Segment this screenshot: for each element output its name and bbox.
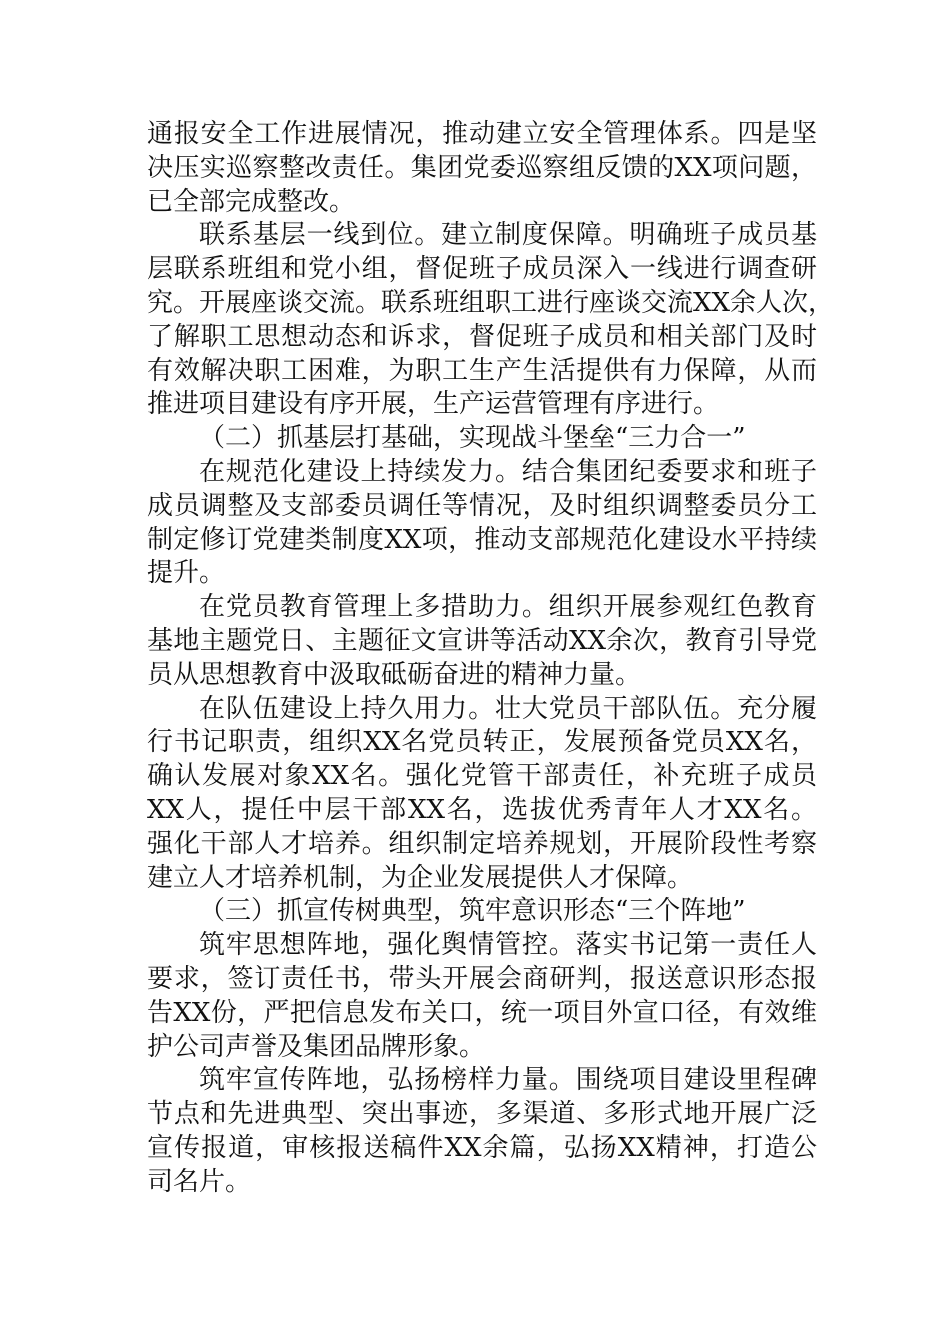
text-line: 有效解决职工困难，为职工生产生活提供有力保障，从而 bbox=[147, 355, 817, 386]
paragraph-first-line: 在党员教育管理上多措助力。组织开展参观红色教育 bbox=[199, 592, 817, 623]
section-heading: （二）抓基层打基础，实现战斗堡垒“三力合一” bbox=[199, 423, 746, 454]
text-line: 通报安全工作进展情况，推动建立安全管理体系。四是坚 bbox=[147, 119, 817, 149]
text-line: 员从思想教育中汲取砥砺奋进的精神力量。 bbox=[147, 659, 642, 690]
text-line: 行书记职责，组织XX名党员转正，发展预备党员XX名， bbox=[147, 727, 817, 758]
text-line: 基地主题党日、主题征文宣讲等活动XX余次，教育引导党 bbox=[147, 625, 817, 656]
text-line: 护公司声誉及集团品牌形象。 bbox=[147, 1031, 486, 1062]
text-line: 了解职工思想动态和诉求，督促班子成员和相关部门及时 bbox=[147, 321, 817, 352]
text-line: XX人，提任中层干部XX名，选拔优秀青年人才XX名。 bbox=[147, 794, 817, 825]
text-line: 成员调整及支部委员调任等情况，及时组织调整委员分工 bbox=[147, 490, 817, 521]
text-line: 提升。 bbox=[147, 558, 226, 589]
text-line: 决压实巡察整改责任。集团党委巡察组反馈的XX项问题， bbox=[147, 152, 817, 183]
text-line: 要求，签订责任书，带头开展会商研判，报送意识形态报 bbox=[147, 963, 817, 994]
text-line: 已全部完成整改。 bbox=[147, 186, 356, 217]
paragraph-first-line: 筑牢思想阵地，强化舆情管控。落实书记第一责任人 bbox=[199, 930, 817, 961]
paragraph-first-line: 筑牢宣传阵地，弘扬榜样力量。围绕项目建设里程碑 bbox=[199, 1065, 817, 1096]
text-line: 节点和先进典型、突出事迹，多渠道、多形式地开展广泛 bbox=[147, 1099, 817, 1130]
paragraph-first-line: 联系基层一线到位。建立制度保障。明确班子成员基 bbox=[199, 220, 817, 251]
text-line: 层联系班组和党小组，督促班子成员深入一线进行调查研 bbox=[147, 254, 817, 285]
text-line: 司名片。 bbox=[147, 1166, 252, 1197]
text-line: 宣传报道，审核报送稿件XX余篇，弘扬XX精神，打造公 bbox=[147, 1132, 817, 1163]
text-line: 建立人才培养机制，为企业发展提供人才保障。 bbox=[147, 862, 694, 893]
text-line: 推进项目建设有序开展，生产运营管理有序进行。 bbox=[147, 389, 720, 420]
section-heading: （三）抓宣传树典型，筑牢意识形态“三个阵地” bbox=[199, 896, 746, 927]
text-line: 究。开展座谈交流。联系班组职工进行座谈交流XX余人次， bbox=[147, 287, 835, 318]
document-body bbox=[147, 118, 835, 1200]
paragraph-first-line: 在规范化建设上持续发力。结合集团纪委要求和班子 bbox=[199, 456, 817, 487]
paragraph-first-line: 在队伍建设上持久用力。壮大党员干部队伍。充分履 bbox=[199, 693, 817, 724]
text-line: 确认发展对象XX名。强化党管干部责任，补充班子成员 bbox=[147, 761, 817, 792]
text-line: 告XX份，严把信息发布关口，统一项目外宣口径，有效维 bbox=[147, 997, 817, 1028]
text-line: 强化干部人才培养。组织制定培养规划，开展阶段性考察 bbox=[147, 828, 817, 859]
text-line: 制定修订党建类制度XX项，推动支部规范化建设水平持续 bbox=[147, 524, 817, 555]
